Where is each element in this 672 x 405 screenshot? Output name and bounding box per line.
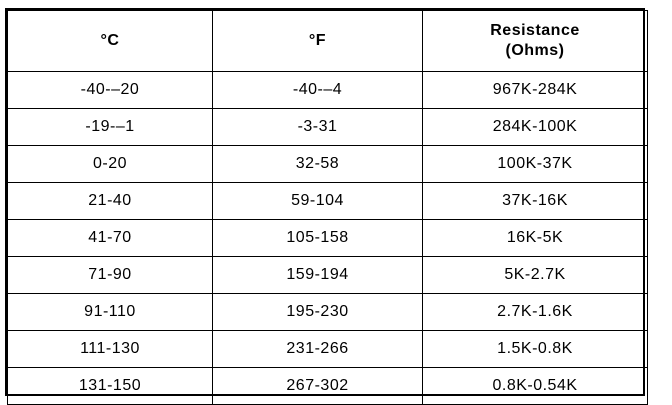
header-resistance <box>423 11 648 72</box>
cell-resistance: 2.7K-1.6K <box>423 294 648 331</box>
cell-celsius: 71-90 <box>8 257 213 294</box>
cell-resistance: 100K-37K <box>423 146 648 183</box>
cell-celsius: 0-20 <box>8 146 213 183</box>
cell-fahrenheit: 231-266 <box>213 331 423 368</box>
table-row <box>8 220 648 257</box>
cell-resistance: 967K-284K <box>423 72 648 109</box>
cell-celsius: 41-70 <box>8 220 213 257</box>
cell-fahrenheit: 59-104 <box>213 183 423 220</box>
table-row <box>8 72 648 109</box>
cell-celsius: 91-110 <box>8 294 213 331</box>
cell-celsius: 21-40 <box>8 183 213 220</box>
cell-resistance: 284K-100K <box>423 109 648 146</box>
cell-fahrenheit: 159-194 <box>213 257 423 294</box>
cell-fahrenheit: 32-58 <box>213 146 423 183</box>
cell-fahrenheit: -40-–4 <box>213 72 423 109</box>
header-row <box>8 11 648 72</box>
table-row <box>8 331 648 368</box>
cell-resistance: 0.8K-0.54K <box>423 368 648 405</box>
table-row <box>8 368 648 405</box>
cell-fahrenheit: 105-158 <box>213 220 423 257</box>
table-row <box>8 183 648 220</box>
table-row <box>8 146 648 183</box>
header-celsius: °C <box>8 11 213 72</box>
cell-celsius: -40-–20 <box>8 72 213 109</box>
cell-fahrenheit: -3-31 <box>213 109 423 146</box>
cell-fahrenheit: 195-230 <box>213 294 423 331</box>
table-row <box>8 257 648 294</box>
header-fahrenheit: °F <box>213 11 423 72</box>
resistance-table <box>7 10 648 405</box>
cell-resistance: 16K-5K <box>423 220 648 257</box>
cell-resistance: 37K-16K <box>423 183 648 220</box>
table-row <box>8 109 648 146</box>
cell-resistance: 5K-2.7K <box>423 257 648 294</box>
table-row <box>8 294 648 331</box>
cell-celsius: -19-–1 <box>8 109 213 146</box>
cell-resistance: 1.5K-0.8K <box>423 331 648 368</box>
cell-celsius: 131-150 <box>8 368 213 405</box>
header-resistance-line1: Resistance <box>490 22 580 39</box>
resistance-table-frame <box>5 8 645 396</box>
header-resistance-line2: (Ohms) <box>505 42 565 59</box>
cell-celsius: 111-130 <box>8 331 213 368</box>
cell-fahrenheit: 267-302 <box>213 368 423 405</box>
